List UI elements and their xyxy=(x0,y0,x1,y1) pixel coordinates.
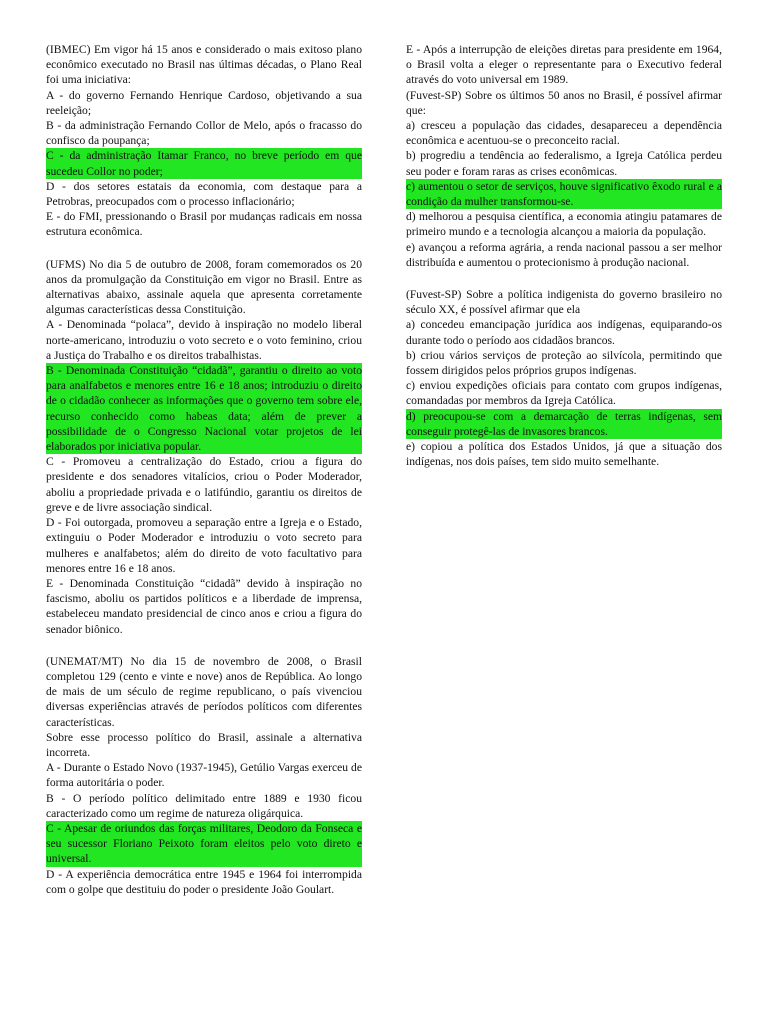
option-c-highlighted: C - da administração Itamar Franco, no breve período em que sucedeu Collor no poder; xyxy=(46,149,362,178)
option-e: E - Denominada Constituição “cidadã” devido à inspiração no fascismo, aboliu os partidos políticos e a liberdade de imprensa, estabeleceu mandato presidencial de cinco anos e criou a figura do senador biônico. xyxy=(46,576,362,636)
option-c: C - Promoveu a centralização do Estado, criou a figura do presidente e dos senadores vitalícios, criou o Poder Moderador, aboliu a propriedade privada e o latifúndio, garantiu os direitos de greve e de livre associação sindical. xyxy=(46,455,362,514)
option-a: A - do governo Fernando Henrique Cardoso, objetivando a sua reeleição; xyxy=(46,88,362,117)
option-c-highlighted: c) aumentou o setor de serviços, houve significativo êxodo rural e a condição da mulher transformou-se. xyxy=(406,179,722,209)
question-ufms xyxy=(46,257,362,637)
right-column xyxy=(406,42,722,486)
option-d: D - Foi outorgada, promoveu a separação entre a Igreja e o Estado, extinguiu o Poder Moderador e introduziu o voto secreto para mulheres e analfabetos; além do direito de voto facultativo para menores entre 16 e 18 anos. xyxy=(46,516,362,575)
option-e: e) copiou a política dos Estados Unidos, já que a situação dos indígenas, nos dois países, tem sido muito semelhante. xyxy=(406,440,722,469)
question-fuvest-2 xyxy=(406,287,722,469)
option-e: e) avançou a reforma agrária, a renda nacional passou a ser melhor distribuída e aumentou o protecionismo à produção nacional. xyxy=(406,240,722,269)
option-d: D - A experiência democrática entre 1945 e 1964 foi interrompida com o golpe que destituiu do poder o presidente João Goulart. xyxy=(46,867,362,896)
option-b: b) progrediu a tendência ao federalismo, a Igreja Católica perdeu seu poder e foram raras as crises econômicas. xyxy=(406,149,722,178)
question-unemat xyxy=(46,654,362,897)
option-e: E - do FMI, pressionando o Brasil por mudanças radicais em nossa estrutura econômica. xyxy=(46,210,362,239)
option-b-highlighted: B - Denominada Constituição “cidadã”, garantiu o direito ao voto para analfabetos e menores entre 16 e 18 anos; introduziu o direito de o cidadão conhecer as informações que o governo tem sobre ele, recurso conhecido como habeas data; além de prever a possibilidade de o Congresso Nacional votar projetos de lei elaborados por iniciativa popular. xyxy=(46,364,362,454)
option-b: b) criou vários serviços de proteção ao silvícola, permitindo que fossem dirigidos pelos próprios grupos indígenas. xyxy=(406,348,722,378)
option-c: c) enviou expedições oficiais para contato com grupos indígenas, comandadas por membros da Igreja Católica. xyxy=(406,379,722,408)
option-c-highlighted: C - Apesar de oriundos das forças militares, Deodoro da Fonseca e seu sucessor Floriano Peixoto foram eleitos pelo voto direto e universal. xyxy=(46,821,362,866)
option-e: E - Após a interrupção de eleições diretas para presidente em 1964, o Brasil volta a eleger o representante para o Executivo federal através do voto universal em 1989. xyxy=(406,43,722,87)
option-d: d) melhorou a pesquisa científica, a economia atingiu patamares de primeiro mundo e a tecnologia alcançou a maioria da população. xyxy=(406,210,722,239)
question-stem-instruction: Sobre esse processo político do Brasil, assinale a alternativa incorreta. xyxy=(46,730,362,759)
question-stem: (Fuvest-SP) Sobre os últimos 50 anos no Brasil, é possível afirmar que: xyxy=(406,88,722,117)
left-column xyxy=(46,42,362,897)
question-ibmec xyxy=(46,42,362,240)
question-stem: (Fuvest-SP) Sobre a política indigenista do governo brasileiro no século XX, é possível afirmar que ela xyxy=(406,288,722,317)
option-a: a) cresceu a população das cidades, desapareceu a dependência econômica e acentuou-se o preconceito racial. xyxy=(406,119,722,148)
option-b: B - da administração Fernando Collor de Melo, após o fracasso do confisco da poupança; xyxy=(46,119,362,148)
question-stem: (UNEMAT/MT) No dia 15 de novembro de 2008, o Brasil completou 129 (cento e vinte e nove) anos de República. Ao longo de mais de um século de regime republicano, o país vivenciou diversas experiências através de períodos políticos com diferentes características. xyxy=(46,654,362,729)
option-a: a) concedeu emancipação jurídica aos indígenas, equiparando-os durante todo o período aos cidadãos brancos. xyxy=(406,318,722,347)
option-a: A - Durante o Estado Novo (1937-1945), Getúlio Vargas exerceu de forma autoritária o poder. xyxy=(46,761,362,790)
option-d: D - dos setores estatais da economia, com destaque para a Petrobras, preocupados com o processo inflacionário; xyxy=(46,179,362,209)
question-fuvest-1 xyxy=(406,88,722,270)
question-stem: (IBMEC) Em vigor há 15 anos e considerado o mais exitoso plano econômico executado no Brasil nas últimas décadas, o Plano Real foi uma iniciativa: xyxy=(46,43,362,87)
option-a: A - Denominada “polaca”, devido à inspiração no modelo liberal norte-americano, introduziu o voto secreto e o voto feminino, criou a Justiça do Trabalho e os direitos trabalhistas. xyxy=(46,318,362,362)
option-b: B - O período político delimitado entre 1889 e 1930 ficou caracterizado como um regime de natureza oligárquica. xyxy=(46,791,362,820)
question-stem: (UFMS) No dia 5 de outubro de 2008, foram comemorados os 20 anos da promulgação da Constituição em vigor no Brasil. Entre as alternativas abaixo, assinale aquela que apresenta corretamente algumas características dessa Constituição. xyxy=(46,257,362,317)
question-unemat-continued xyxy=(406,42,722,88)
option-d-highlighted: d) preocupou-se com a demarcação de terras indígenas, sem conseguir protegê-las de invasores brancos. xyxy=(406,409,722,438)
